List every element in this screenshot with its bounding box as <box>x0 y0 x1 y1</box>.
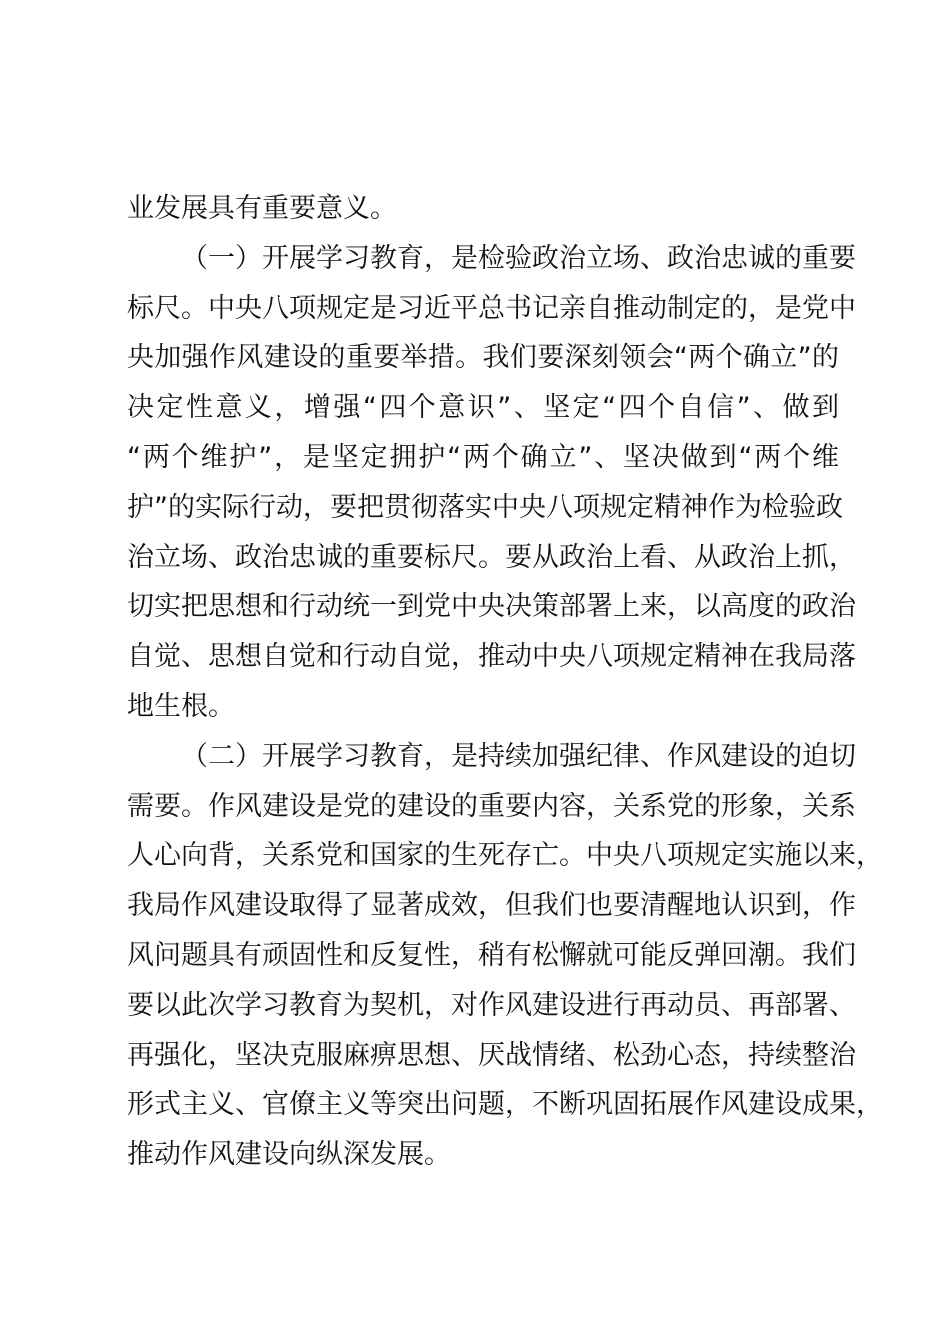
text-line: 地生根。 <box>127 690 235 722</box>
text-line: 自觉、思想自觉和行动自觉，推动中央八项规定精神在我局落 <box>127 641 856 673</box>
text-line: 形式主义、官僚主义等突出问题，不断巩固拓展作风建设成果， <box>127 1089 883 1121</box>
text-line: 我局作风建设取得了显著成效，但我们也要清醒地认识到，作 <box>127 890 856 922</box>
text-line: 标尺。中央八项规定是习近平总书记亲自推动制定的，是党中 <box>127 292 856 324</box>
section-one-heading-line: （一）开展学习教育，是检验政治立场、政治忠诚的重要 <box>181 242 856 274</box>
text-line: 再强化，坚决克服麻痹思想、厌战情绪、松劲心态，持续整治 <box>127 1039 856 1071</box>
text-line: 人心向背，关系党和国家的生死存亡。中央八项规定实施以来， <box>127 840 883 872</box>
text-line: 决定性意义，增强“四个意识”、坚定“四个自信”、做到 <box>127 392 839 424</box>
text-line: 要以此次学习教育为契机，对作风建设进行再动员、再部署、 <box>127 989 856 1021</box>
text-line: 护”的实际行动，要把贯彻落实中央八项规定精神作为检验政 <box>127 491 843 523</box>
text-line: 需要。作风建设是党的建设的重要内容，关系党的形象，关系 <box>127 790 856 822</box>
text-line: 风问题具有顽固性和反复性，稍有松懈就可能反弹回潮。我们 <box>127 939 856 971</box>
text-line: 推动作风建设向纵深发展。 <box>127 1139 451 1171</box>
section-two-heading-line: （二）开展学习教育，是持续加强纪律、作风建设的迫切 <box>181 740 856 772</box>
text-line: 央加强作风建设的重要举措。我们要深刻领会“两个确立”的 <box>127 342 839 374</box>
text-line: 业发展具有重要意义。 <box>127 193 397 224</box>
text-line: 治立场、政治忠诚的重要标尺。要从政治上看、从政治上抓， <box>127 541 856 573</box>
text-line: “两个维护”，是坚定拥护“两个确立”、坚决做到“两个维 <box>127 441 839 473</box>
text-line: 切实把思想和行动统一到党中央决策部署上来，以高度的政治 <box>127 591 856 623</box>
document-body <box>127 184 883 1180</box>
